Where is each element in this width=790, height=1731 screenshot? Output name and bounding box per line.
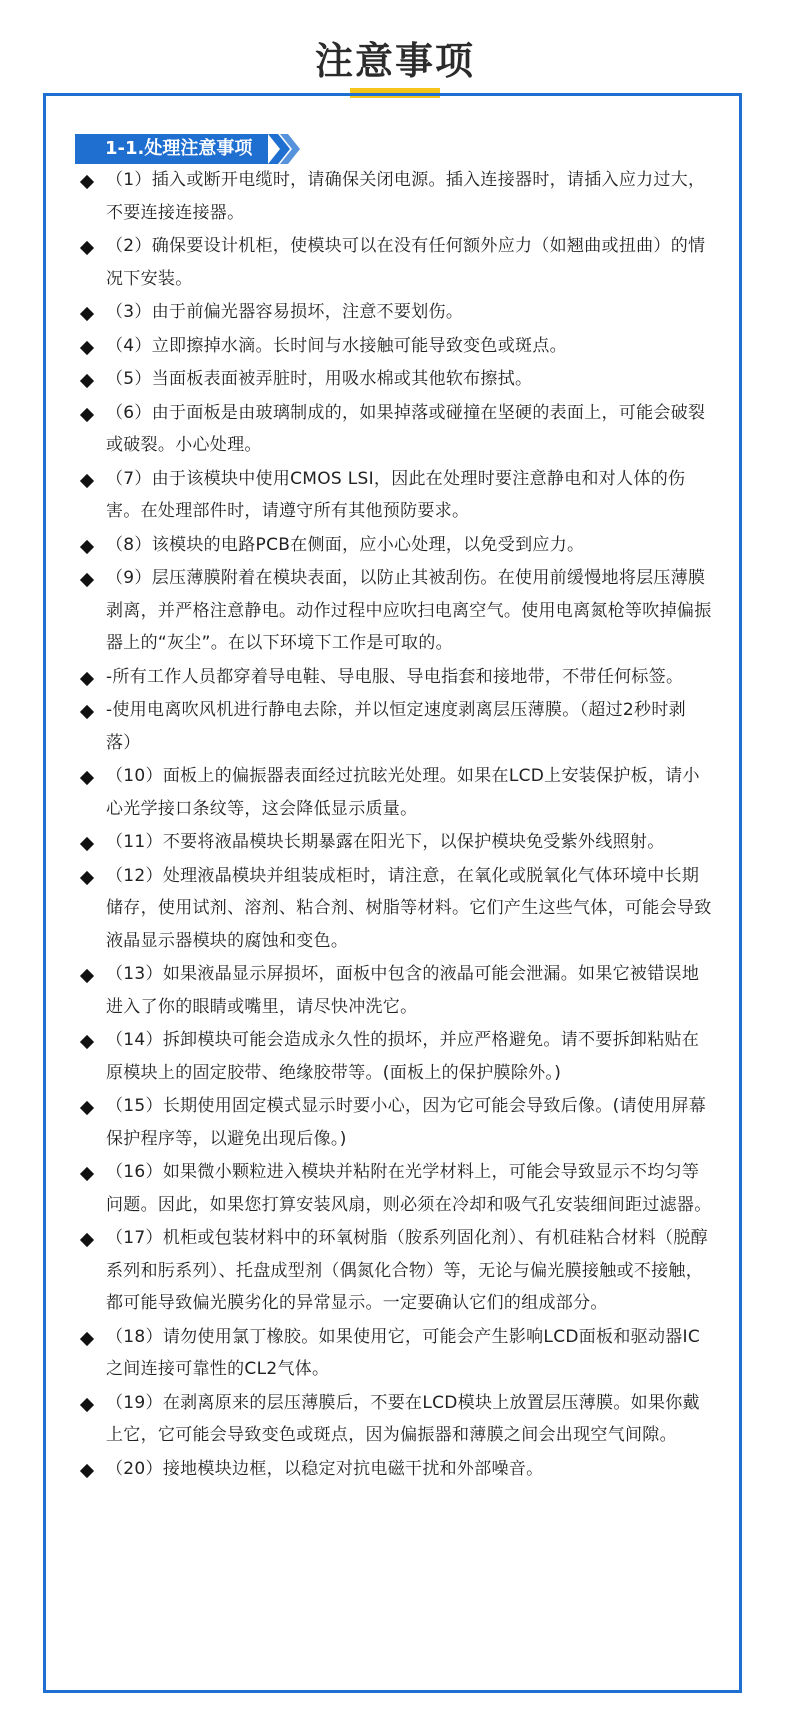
item-text: （9）层压薄膜附着在模块表面，以防止其被刮伤。在使用前缓慢地将层压薄膜剥离，并严格注意静电。动作过程中应吹扫电离空气。使用电离氮枪等吹掉偏振器上的“灰尘”。在以下环境下工作是可取的。 — [106, 568, 712, 653]
item-text: （12）处理液晶模块并组装成柜时，请注意，在氧化或脱氧化气体环境中长期储存，使用试剂、溶剂、粘合剂、树脂等材料。它们产生这些气体，可能会导致液晶显示器模块的腐蚀和变色。 — [106, 865, 712, 951]
precaution-list — [82, 164, 712, 1486]
diamond-bullet-icon — [80, 407, 94, 421]
item-text: （6）由于面板是由玻璃制成的，如果掉落或碰撞在坚硬的表面上，可能会破裂或破裂。小心处理。 — [106, 402, 706, 455]
list-item — [82, 661, 712, 694]
item-text: （8）该模块的电路PCB在侧面，应小心处理，以免受到应力。 — [106, 534, 585, 555]
list-item — [82, 230, 712, 295]
item-text: （13）如果液晶显示屏损坏，面板中包含的液晶可能会泄漏。如果它被错误地进入了你的眼睛或嘴里，请尽快冲洗它。 — [106, 964, 700, 1017]
item-text: （7）由于该模块中使用CMOS LSI，因此在处理时要注意静电和对人体的伤害。在处理部件时，请遵守所有其他预防要求。 — [106, 468, 686, 521]
item-text: -使用电离吹风机进行静电去除，并以恒定速度剥离层压薄膜。（超过2秒时剥落） — [106, 700, 686, 753]
diamond-bullet-icon — [80, 573, 94, 587]
diamond-bullet-icon — [80, 307, 94, 321]
list-item — [82, 1156, 712, 1221]
list-item — [82, 958, 712, 1023]
list-item — [82, 397, 712, 462]
item-text: （3）由于前偏光器容易损坏，注意不要划伤。 — [106, 302, 464, 322]
diamond-bullet-icon — [80, 837, 94, 851]
item-text: （15）长期使用固定模式显示时要小心，因为它可能会导致后像。(请使用屏幕保护程序等，以避免出现后像。) — [106, 1096, 707, 1149]
diamond-bullet-icon — [80, 1331, 94, 1345]
item-text: （20）接地模块边框，以稳定对抗电磁干扰和外部噪音。 — [106, 1458, 544, 1479]
diamond-bullet-icon — [80, 175, 94, 189]
item-text: （14）拆卸模块可能会造成永久性的损坏，并应严格避免。请不要拆卸粘贴在原模块上的固定胶带、绝缘胶带等。(面板上的保护膜除外。) — [106, 1030, 700, 1083]
diamond-bullet-icon — [80, 671, 94, 685]
section-label: 1-1.处理注意事项 — [75, 134, 268, 164]
diamond-bullet-icon — [80, 473, 94, 487]
list-item — [82, 562, 712, 660]
diamond-bullet-icon — [80, 1167, 94, 1181]
list-item — [82, 529, 712, 562]
item-text: （19）在剥离原来的层压薄膜后，不要在LCD模块上放置层压薄膜。如果你戴上它，它可能会导致变色或斑点，因为偏振器和薄膜之间会出现空气间隙。 — [106, 1392, 700, 1445]
page-title: 注意事项 — [314, 39, 475, 83]
diamond-bullet-icon — [80, 1463, 94, 1477]
list-item — [82, 164, 712, 229]
diamond-bullet-icon — [80, 870, 94, 884]
list-item — [82, 1024, 712, 1089]
list-item — [82, 694, 712, 759]
diamond-bullet-icon — [80, 1101, 94, 1115]
list-item — [82, 760, 712, 825]
list-item — [82, 1090, 712, 1155]
diamond-bullet-icon — [80, 1035, 94, 1049]
item-text: （11）不要将液晶模块长期暴露在阳光下，以保护模块免受紫外线照射。 — [106, 832, 665, 852]
diamond-bullet-icon — [80, 1233, 94, 1247]
diamond-bullet-icon — [80, 1397, 94, 1411]
item-text: -所有工作人员都穿着导电鞋、导电服、导电指套和接地带，不带任何标签。 — [106, 666, 684, 687]
item-text: （4）立即擦掉水滴。长时间与水接触可能导致变色或斑点。 — [106, 335, 567, 356]
list-item — [82, 860, 712, 958]
diamond-bullet-icon — [80, 241, 94, 255]
list-item — [82, 826, 712, 859]
diamond-bullet-icon — [80, 539, 94, 553]
list-item — [82, 363, 712, 396]
list-item — [82, 1222, 712, 1320]
list-item — [82, 463, 712, 528]
item-text: （10）面板上的偏振器表面经过抗眩光处理。如果在LCD上安装保护板，请小心光学接口条纹等，这会降低显示质量。 — [106, 766, 700, 819]
diamond-bullet-icon — [80, 340, 94, 354]
list-item — [82, 330, 712, 363]
diamond-bullet-icon — [80, 771, 94, 785]
diamond-bullet-icon — [80, 374, 94, 388]
list-item — [82, 296, 712, 329]
diamond-bullet-icon — [80, 705, 94, 719]
item-text: （5）当面板表面被弄脏时，用吸水棉或其他软布擦拭。 — [106, 369, 533, 389]
diamond-bullet-icon — [80, 969, 94, 983]
item-text: （16）如果微小颗粒进入模块并粘附在光学材料上，可能会导致显示不均匀等问题。因此，如果您打算安装风扇，则必须在冷却和吸气孔安装细间距过滤器。 — [106, 1162, 712, 1215]
item-text: （1）插入或断开电缆时，请确保关闭电源。插入连接器时，请插入应力过大，不要连接连接器。 — [106, 170, 706, 223]
item-text: （2）确保要设计机柜，使模块可以在没有任何额外应力（如翘曲或扭曲）的情况下安装。 — [106, 236, 706, 289]
section-header — [75, 134, 302, 164]
item-text: （17）机柜或包装材料中的环氧树脂（胺系列固化剂）、有机硅粘合材料（脱醇系列和肟系列）、托盘成型剂（偶氮化合物）等，无论与偏光膜接触或不接触，都可能导致偏光膜劣化的异常显示。一定要确认它们的组成部分。 — [106, 1228, 708, 1313]
list-item — [82, 1453, 712, 1486]
list-item — [82, 1321, 712, 1386]
item-text: （18）请勿使用氯丁橡胶。如果使用它，可能会产生影响LCD面板和驱动器IC之间连接可靠性的CL2气体。 — [106, 1326, 701, 1379]
double-chevron-right-icon — [268, 134, 302, 164]
list-item — [82, 1387, 712, 1452]
